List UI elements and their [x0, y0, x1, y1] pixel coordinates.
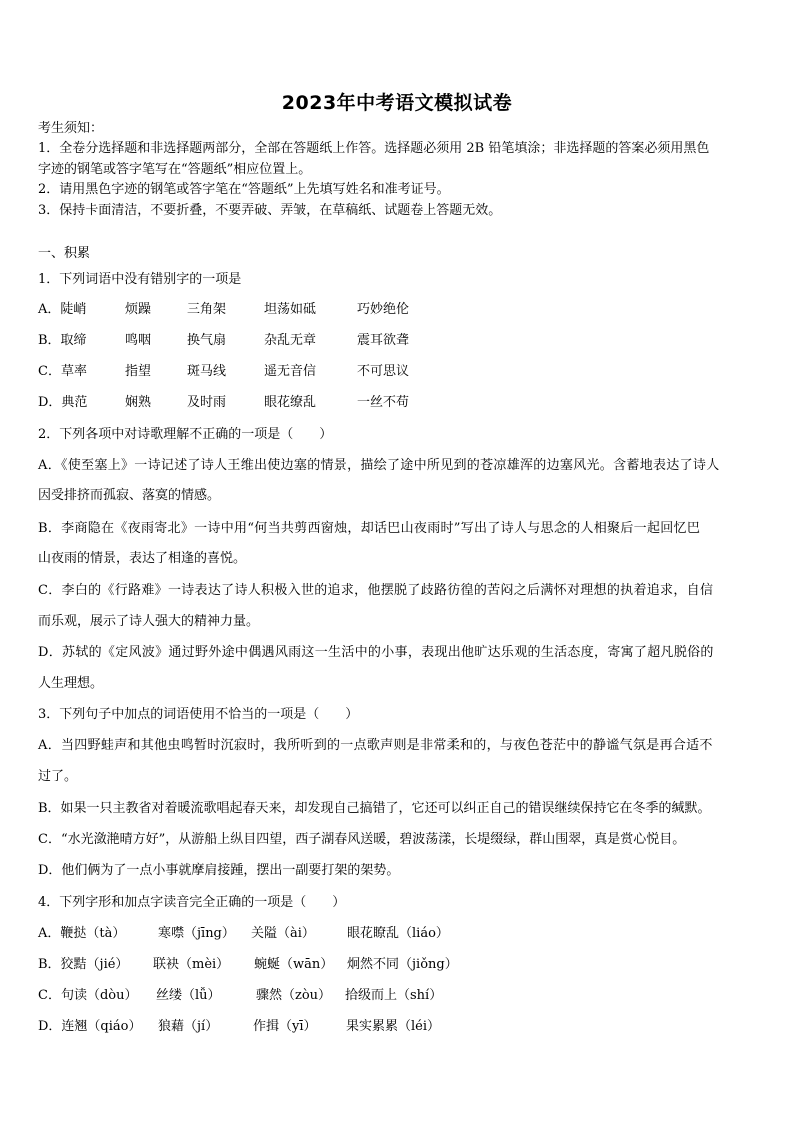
- option-word: 烦躁: [125, 302, 152, 317]
- option-word: 三角架: [187, 302, 227, 317]
- option-word: C．草率: [38, 364, 87, 379]
- option-word: 丝缕（lǚ）: [156, 988, 221, 1003]
- option-word: D．连翘（qiáo）: [38, 1019, 142, 1034]
- option-word: 鸣咽: [125, 333, 152, 348]
- q2-option-line: C．李白的《行路难》一诗表达了诗人积极入世的追求，他摆脱了歧路彷徨的苦闷之后满怀对理想的执着追求，自信: [38, 583, 714, 598]
- option-word: 换气扇: [187, 333, 227, 348]
- q2-option-line: 人生理想。: [38, 676, 104, 691]
- q3-option-line: D．他们俩为了一点小事就摩肩接踵，摆出一副要打架的架势。: [38, 863, 400, 878]
- q2-option-line: B．李商隐在《夜雨寄北》一诗中用“何当共剪西窗烛，却话巴山夜雨时”写出了诗人与思念的人相聚后一起回忆巴: [38, 521, 701, 536]
- q2-stem: 2．下列各项中对诗歌理解不正确的一项是（ ）: [38, 427, 333, 442]
- q4-stem: 4．下列字形和加点字读音完全正确的一项是（ ）: [38, 895, 346, 910]
- section-heading: 一、积累: [38, 246, 91, 261]
- option-word: 联袂（mèi）: [153, 957, 230, 972]
- notice-item: 1．全卷分选择题和非选择题两部分，全部在答题纸上作答。选择题必须用 2B 铅笔填涂；非选择题的答案必须用黑色: [38, 141, 710, 156]
- q3-stem: 3．下列句子中加点的词语使用不恰当的一项是（ ）: [38, 707, 359, 722]
- notice-heading: 考生须知：: [38, 121, 104, 136]
- option-word: 关隘（ài）: [251, 926, 315, 941]
- option-word: 炯然不同（jiǒng）: [347, 957, 458, 972]
- option-word: B．狡黠（jié）: [38, 957, 129, 972]
- q2-option-line: 山夜雨的情景，表达了相逢的喜悦。: [38, 551, 247, 566]
- option-word: 作揖（yī）: [253, 1019, 317, 1034]
- notice-item: 字迹的钢笔或答字笔写在“答题纸”相应位置上。: [38, 162, 312, 177]
- q3-option-line: A．当四野蛙声和其他虫鸣暂时沉寂时，我所听到的一点歌声则是非常柔和的，与夜色苍茫中的静谧气氛是再合适不: [38, 738, 713, 753]
- option-word: 娴熟: [125, 395, 152, 410]
- option-word: B．取缔: [38, 333, 87, 348]
- q3-option-line: 过了。: [38, 769, 78, 784]
- option-word: 狼藉（jí）: [158, 1019, 219, 1034]
- option-word: 寒噤（jīng）: [158, 926, 235, 941]
- option-word: 不可思议: [357, 364, 410, 379]
- option-word: 眼花瞭乱（liáo）: [347, 926, 449, 941]
- option-word: C．句读（dòu）: [38, 988, 138, 1003]
- option-word: 眼花缭乱: [264, 395, 317, 410]
- notice-item: 2．请用黑色字迹的钢笔或答字笔在“答题纸”上先填写姓名和准考证号。: [38, 182, 450, 197]
- exam-title: 2023年中考语文模拟试卷: [281, 92, 513, 114]
- option-word: 遥无音信: [264, 364, 317, 379]
- q3-option-line: B．如果一只主教省对着暖流歌唱起春天来，却发现自己搞错了，它还可以纠正自己的错误继续保持它在冬季的缄默。: [38, 801, 711, 816]
- q2-option-line: 而乐观，展示了诗人强大的精神力量。: [38, 614, 260, 629]
- option-word: 巧妙绝伦: [357, 302, 410, 317]
- option-word: 拾级而上（shí）: [345, 988, 443, 1003]
- q3-option-line: C．“水光潋滟晴方好”，从游船上纵目四望，西子湖春风送暖，碧波荡漾，长堤缀绿，群山围翠，真是赏心悦目。: [38, 832, 686, 847]
- option-word: 蜿蜒（wān）: [254, 957, 334, 972]
- option-word: 骤然（zòu）: [256, 988, 332, 1003]
- option-word: 及时雨: [187, 395, 227, 410]
- option-word: 杂乱无章: [264, 333, 317, 348]
- option-word: 震耳欲聋: [357, 333, 410, 348]
- option-word: D．典范: [38, 395, 88, 410]
- option-word: A．陡峭: [38, 302, 87, 317]
- notice-item: 3．保持卡面清洁，不要折叠，不要弄破、弄皱，在草稿纸、试题卷上答题无效。: [38, 203, 502, 218]
- q2-option-line: D．苏轼的《定风波》通过野外途中偶遇风雨这一生活中的小事，表现出他旷达乐观的生活态度，寄寓了超凡脱俗的: [38, 645, 714, 660]
- option-word: 坦荡如砥: [264, 302, 317, 317]
- option-word: 指望: [125, 364, 152, 379]
- option-word: 果实累累（léi）: [346, 1019, 441, 1034]
- option-word: 斑马线: [187, 364, 227, 379]
- q1-stem: 1．下列词语中没有错别字的一项是: [38, 272, 242, 287]
- option-word: A．鞭挞（tà）: [38, 926, 126, 941]
- option-word: 一丝不苟: [357, 395, 410, 410]
- q2-option-line: 因受排挤而孤寂、落寞的情感。: [38, 488, 221, 503]
- q2-option-line: A．《使至塞上》一诗记述了诗人王维出使边塞的情景，描绘了途中所见到的苍凉雄浑的边塞风光。含蓄地表达了诗人: [38, 458, 720, 473]
